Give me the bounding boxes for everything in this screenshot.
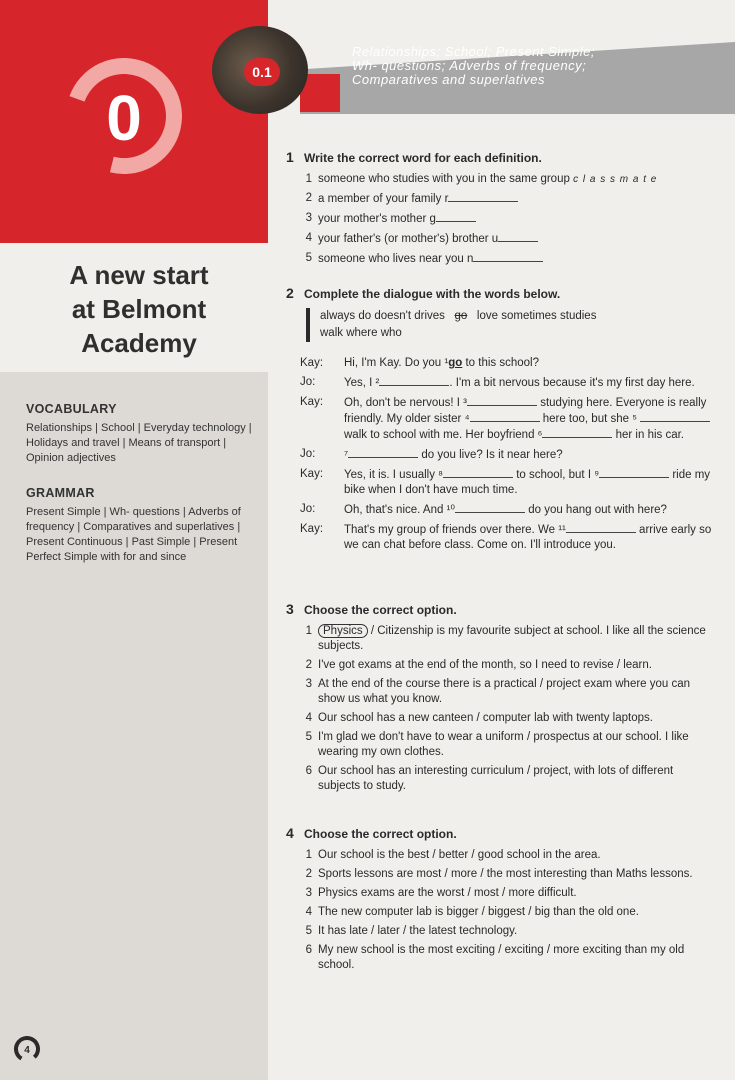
list-item: 3 your mother's mother g: [286, 211, 716, 227]
answer-blank[interactable]: [473, 251, 543, 262]
page-number: 4: [24, 1045, 30, 1056]
answer-blank[interactable]: [443, 467, 513, 478]
answer-blank[interactable]: [436, 211, 476, 222]
page-title: [24, 258, 254, 360]
title-line: Academy: [81, 328, 197, 358]
dialogue-line: Jo: Oh, that's nice. And ¹⁰ do you hang out with here?: [300, 503, 667, 516]
list-item[interactable]: 5 I'm glad we don't have to wear a uniform / prospectus at our school. I like wearing my own clothes.: [305, 731, 689, 758]
answer-blank[interactable]: [640, 411, 710, 422]
unit-number-graphic: [64, 56, 184, 176]
unit-number: 0: [106, 82, 142, 154]
vocabulary-heading: VOCABULARY: [26, 402, 117, 416]
list-item[interactable]: 5 It has late / later / the latest technology.: [305, 925, 518, 937]
list-item[interactable]: 2 I've got exams at the end of the month, so I need to revise / learn.: [305, 659, 652, 671]
dialogue-line: Jo: ⁷ do you live? Is it near here?: [300, 448, 563, 461]
exercise-3: [286, 602, 716, 798]
list-item: 1 someone who studies with you in the same group c l a s s m a t e: [305, 173, 658, 185]
dialogue-line: Kay: Hi, I'm Kay. Do you ¹go to this school?: [300, 357, 540, 369]
list-item[interactable]: 6 Our school has an interesting curriculum / project, with lots of different subjects to study.: [305, 765, 674, 792]
list-item[interactable]: 6 My new school is the most exciting / exciting / more exciting than my old school.: [305, 944, 685, 971]
topic-line: Comparatives and superlatives: [352, 72, 545, 87]
answer-blank[interactable]: [599, 467, 669, 478]
list-item[interactable]: 3 Physics exams are the worst / most / more difficult.: [305, 887, 577, 899]
list-item: 5 someone who lives near you n: [286, 251, 716, 267]
lesson-badge: 0.1: [244, 58, 280, 86]
list-item: 1 Physics / Citizenship is my favourite subject at school. I like all the science subjects.: [305, 625, 706, 652]
topic-line: Relationships; School; Present Simple;: [352, 44, 596, 59]
exercise-heading: 3 Choose the correct option.: [286, 601, 457, 617]
title-line: A new start: [69, 260, 209, 290]
exercise-4: [286, 826, 716, 977]
page-number-icon: [12, 1034, 42, 1064]
list-item[interactable]: 4 The new computer lab is bigger / biggest / big than the old one.: [305, 906, 639, 918]
dialogue-line: Kay: That's my group of friends over there. We ¹¹ arrive early so we can chat before class. Come on. I'll introduce you.: [300, 523, 712, 551]
answer-blank[interactable]: [470, 411, 540, 422]
list-item[interactable]: 2 Sports lessons are most / more / the most interesting than Maths lessons.: [305, 868, 693, 880]
grammar-heading: GRAMMAR: [26, 486, 95, 500]
answer-blank[interactable]: [448, 191, 518, 202]
word-box: always do doesn't drives go love sometimes studies walk where who: [306, 308, 716, 342]
list-item[interactable]: 1 Our school is the best / better / good school in the area.: [305, 849, 601, 861]
answer-blank[interactable]: [542, 427, 612, 438]
vocabulary-text: Relationships | School | Everyday technology | Holidays and travel | Means of transport | Opinion adjectives: [26, 422, 252, 464]
lesson-sidebar: [26, 402, 256, 585]
title-line: at Belmont: [71, 294, 207, 324]
circled-answer: Physics: [318, 624, 368, 638]
grammar-text: Present Simple | Wh- questions | Adverbs of frequency | Comparatives and superlatives | Present Continuous | Past Simple | Present Perfect Simple with for and since: [26, 506, 241, 563]
answer-blank[interactable]: [498, 231, 538, 242]
exercise-1: [286, 150, 716, 271]
list-item[interactable]: 3 At the end of the course there is a practical / project exam where you can show us what you know.: [305, 678, 691, 705]
list-item: 4 your father's (or mother's) brother u: [286, 231, 716, 247]
answer-blank[interactable]: [455, 502, 525, 513]
exercise-heading: 4 Choose the correct option.: [286, 825, 457, 841]
dialogue-line: Kay: Yes, it is. I usually ⁸ to school, but I ⁹ ride my bike when I don't have much time.: [300, 468, 711, 496]
answer-blank[interactable]: [379, 375, 449, 386]
unit-topics: [352, 45, 722, 87]
answer-blank[interactable]: [467, 395, 537, 406]
list-item[interactable]: 4 Our school has a new canteen / computer lab with twenty laptops.: [305, 712, 653, 724]
answer-blank[interactable]: [348, 447, 418, 458]
answer-blank[interactable]: [566, 522, 636, 533]
exercise-heading: 1 Write the correct word for each definition.: [286, 149, 542, 165]
exercise-2: [286, 286, 716, 557]
dialogue-line: Jo: Yes, I ² . I'm a bit nervous because it's my first day here.: [300, 376, 695, 389]
exercise-heading: 2 Complete the dialogue with the words below.: [286, 285, 561, 301]
topic-line: Wh- questions; Adverbs of frequency;: [352, 58, 587, 73]
dialogue-line: Kay: Oh, don't be nervous! I ³ studying here. Everyone is really friendly. My older sister ⁴ here too, but she ⁵ walk to school with me. Her boyfriend ⁶ her in his car.: [286, 395, 716, 443]
list-item: 2 a member of your family r: [286, 191, 716, 207]
